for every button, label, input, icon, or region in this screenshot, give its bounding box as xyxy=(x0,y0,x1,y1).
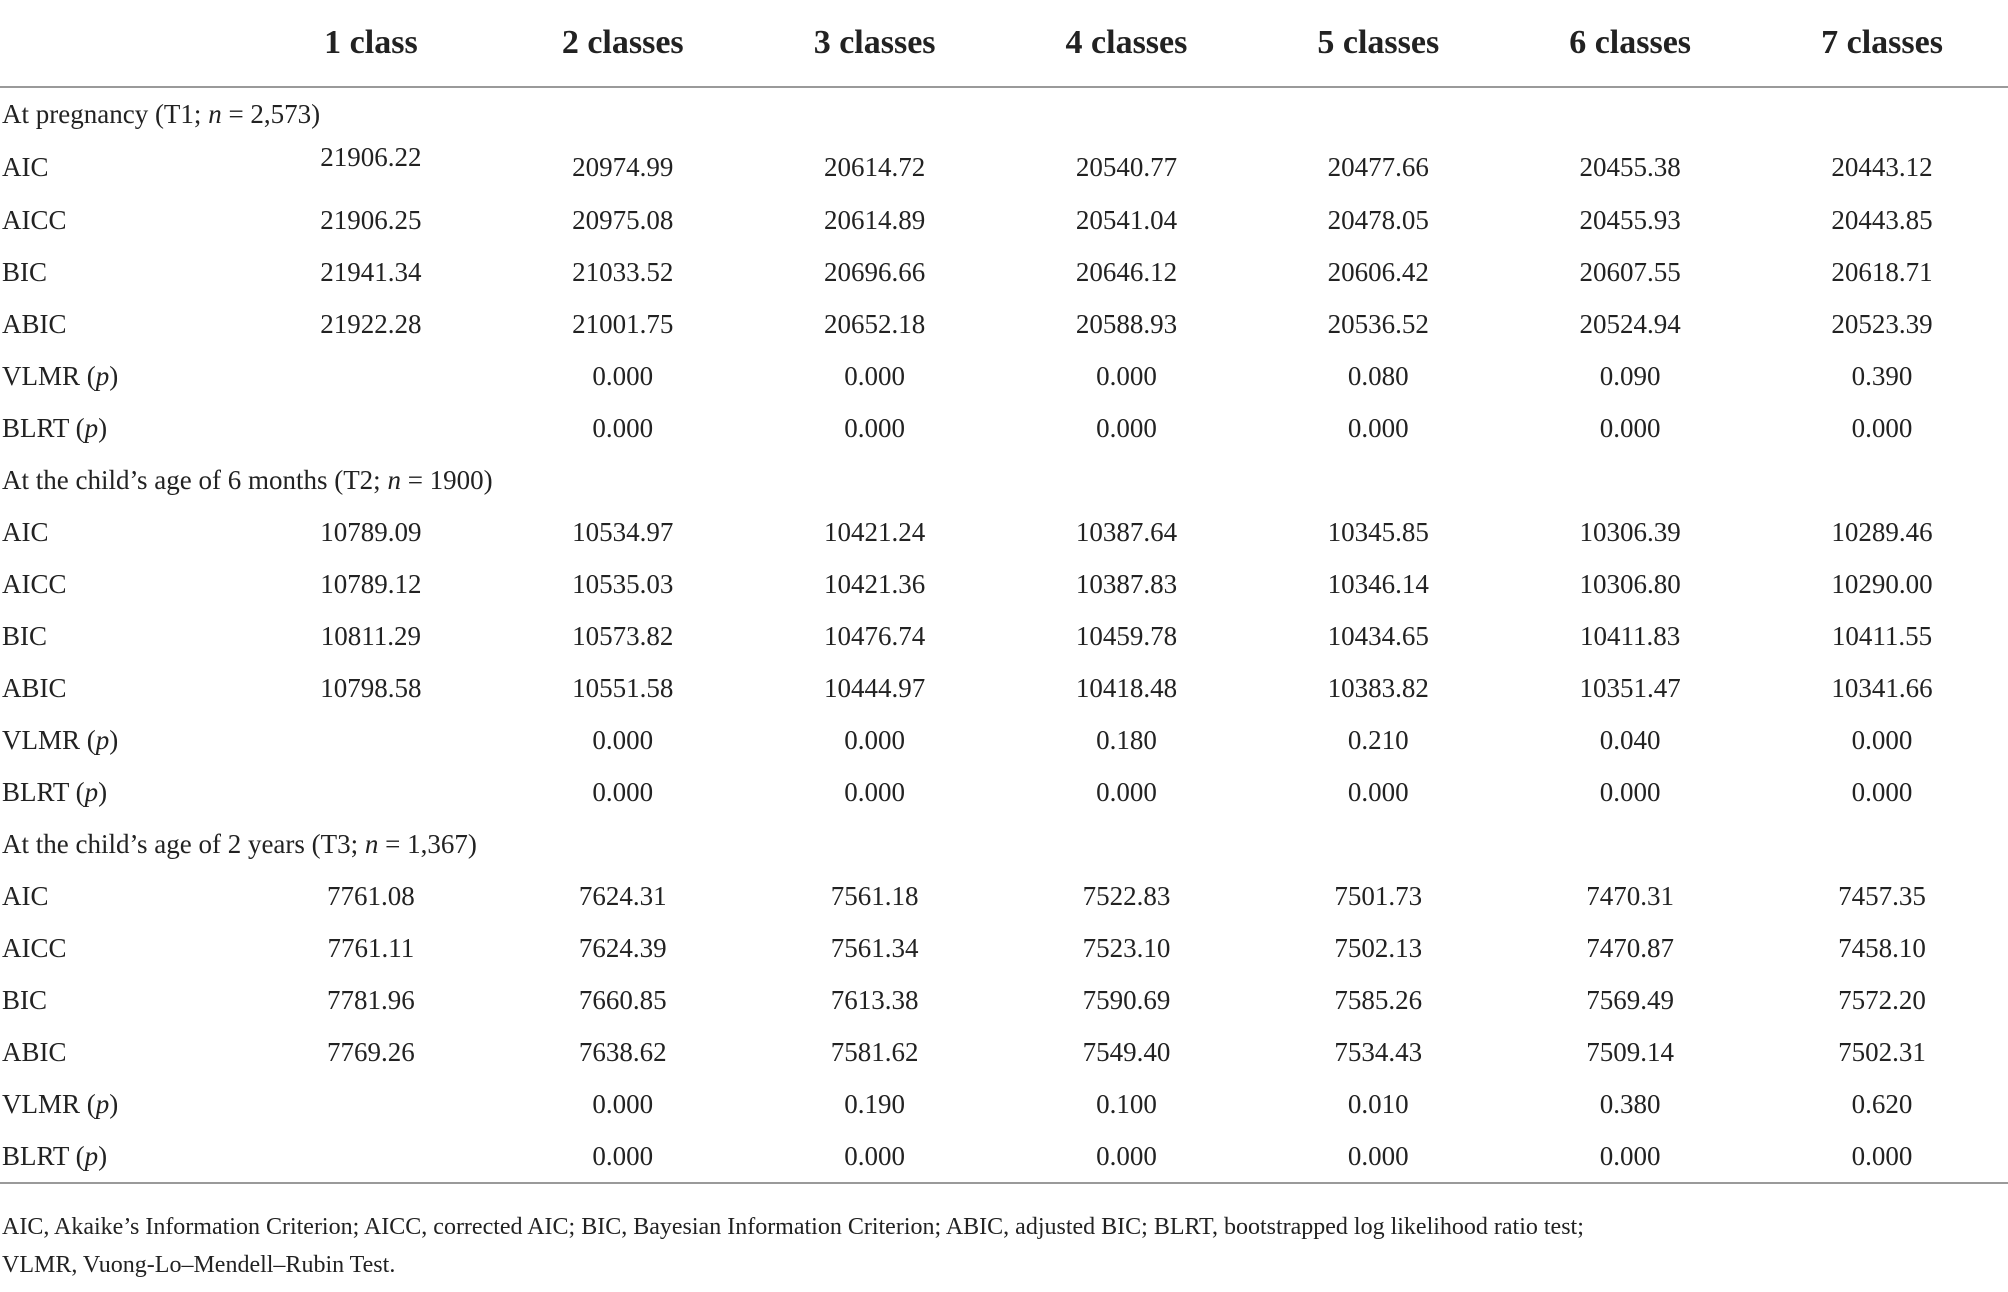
section-title-n: n xyxy=(208,98,222,129)
table-cell: 0.180 xyxy=(1096,724,1157,755)
row-label-text: BLRT ( xyxy=(2,1140,85,1171)
table-cell: 7561.18 xyxy=(830,880,919,911)
table-cell: 7523.10 xyxy=(1082,932,1171,963)
row-label xyxy=(0,298,245,350)
table-cell: 20588.93 xyxy=(1075,308,1178,339)
row-label-close-paren: ) xyxy=(98,412,108,443)
table-cell: 20478.05 xyxy=(1327,204,1429,235)
table-row xyxy=(0,350,2008,402)
table-row xyxy=(0,610,2008,662)
table-cell: 20607.55 xyxy=(1579,256,1681,287)
header-2-classes: 2 classes xyxy=(497,0,749,87)
table-body xyxy=(0,87,2008,1182)
row-label-text: AICC xyxy=(2,204,67,235)
row-label xyxy=(0,1130,245,1182)
row-label-p: p xyxy=(95,360,110,391)
table-cell: 21941.34 xyxy=(320,256,422,287)
table-cell: 10411.83 xyxy=(1580,620,1681,651)
table-cell: 7470.87 xyxy=(1586,932,1675,963)
table-cell: 10341.66 xyxy=(1831,672,1933,703)
table-cell: 0.000 xyxy=(1599,1140,1661,1171)
row-label xyxy=(0,506,245,558)
section-heading-row xyxy=(0,87,2008,140)
row-label-text: ABIC xyxy=(2,1036,67,1067)
table-cell: 20646.12 xyxy=(1075,256,1178,287)
table-cell: 10421.36 xyxy=(823,568,926,599)
table-row xyxy=(0,402,2008,454)
table-cell: 0.080 xyxy=(1347,360,1409,391)
table-cell: 0.000 xyxy=(844,412,905,443)
section-title-prefix: At the child’s age of 2 years (T3; xyxy=(2,828,365,859)
table-cell: 7457.35 xyxy=(1838,880,1926,911)
table-cell: 20975.08 xyxy=(572,204,674,235)
table-cell: 10798.58 xyxy=(320,672,422,703)
table-cell: 21001.75 xyxy=(572,308,674,339)
row-label-text: BIC xyxy=(2,256,48,287)
section-heading-row xyxy=(0,454,2008,506)
table-cell: 0.000 xyxy=(1851,412,1913,443)
table-cell: 20614.89 xyxy=(823,204,926,235)
row-label xyxy=(0,662,245,714)
table-cell: 7534.43 xyxy=(1334,1036,1423,1067)
table-cell: 0.000 xyxy=(844,776,905,807)
table-cell: 10289.46 xyxy=(1831,516,1933,547)
table-cell: 7572.20 xyxy=(1838,984,1926,1015)
row-label xyxy=(0,870,245,922)
table-cell: 0.190 xyxy=(844,1088,905,1119)
table-cell: 10346.14 xyxy=(1327,568,1429,599)
table-cell: 7458.10 xyxy=(1838,932,1926,963)
row-label-close-paren: ) xyxy=(98,1140,108,1171)
row-label-p: p xyxy=(84,412,99,443)
table-cell: 10345.85 xyxy=(1327,516,1429,547)
table-cell: 7613.38 xyxy=(830,984,919,1015)
row-label-close-paren: ) xyxy=(109,360,119,391)
footnote-line-2: VLMR, Vuong-Lo–Mendell–Rubin Test. xyxy=(2,1252,396,1278)
table-cell: 0.000 xyxy=(1599,776,1661,807)
table-cell: 10444.97 xyxy=(823,672,926,703)
section-title-suffix: = 1900) xyxy=(400,464,493,495)
table-cell: 21033.52 xyxy=(572,256,674,287)
table-cell: 0.210 xyxy=(1347,724,1409,755)
table-cell: 0.000 xyxy=(1096,1140,1157,1171)
table-cell: 7522.83 xyxy=(1082,880,1171,911)
table-cell: 21906.25 xyxy=(320,204,422,235)
table-cell: 0.000 xyxy=(1096,360,1157,391)
row-label-text: AIC xyxy=(2,151,49,182)
section-heading-row xyxy=(0,818,2008,870)
table-cell: 0.000 xyxy=(1347,776,1409,807)
section-title xyxy=(0,454,2008,506)
table-cell: 20606.42 xyxy=(1327,256,1429,287)
table-cell xyxy=(245,402,497,454)
row-label-text: VLMR ( xyxy=(2,360,96,391)
table-cell: 20443.12 xyxy=(1831,151,1933,182)
row-label-p: p xyxy=(84,1140,99,1171)
row-label xyxy=(0,558,245,610)
table-cell: 0.000 xyxy=(592,724,654,755)
table-row xyxy=(0,140,2008,194)
row-label-close-paren: ) xyxy=(109,724,119,755)
table-cell: 10306.39 xyxy=(1579,516,1681,547)
table-row xyxy=(0,974,2008,1026)
table-cell: 0.000 xyxy=(592,1088,654,1119)
table-row xyxy=(0,246,2008,298)
table-cell: 0.620 xyxy=(1851,1088,1913,1119)
table-cell: 20974.99 xyxy=(572,151,674,182)
table-cell: 0.000 xyxy=(1599,412,1661,443)
table-cell: 7769.26 xyxy=(327,1036,415,1067)
header-blank xyxy=(0,0,245,87)
row-label-text: BLRT ( xyxy=(2,412,85,443)
table-cell: 10573.82 xyxy=(572,620,674,651)
table-cell: 10387.83 xyxy=(1075,568,1178,599)
row-label-text: AICC xyxy=(2,932,67,963)
table-cell xyxy=(245,1078,497,1130)
table-cell: 20652.18 xyxy=(823,308,926,339)
row-label xyxy=(0,1026,245,1078)
table-cell: 7561.34 xyxy=(830,932,919,963)
section-title-suffix: = 1,367) xyxy=(378,828,477,859)
table-cell xyxy=(245,350,497,402)
table-cell: 10534.97 xyxy=(572,516,674,547)
table-cell: 7502.13 xyxy=(1334,932,1423,963)
table-cell: 10811.29 xyxy=(320,620,422,651)
table-cell: 10551.58 xyxy=(572,672,674,703)
table-cell: 20540.77 xyxy=(1075,151,1178,182)
table-cell xyxy=(245,714,497,766)
table-cell xyxy=(245,766,497,818)
table-cell: 20523.39 xyxy=(1831,308,1933,339)
header-4-classes: 4 classes xyxy=(1001,0,1253,87)
table-row xyxy=(0,1026,2008,1078)
table-cell: 7761.08 xyxy=(327,880,415,911)
table-cell: 20696.66 xyxy=(823,256,926,287)
table-cell: 0.000 xyxy=(592,1140,654,1171)
table-row xyxy=(0,922,2008,974)
table-cell: 0.000 xyxy=(1851,724,1913,755)
table-cell: 10411.55 xyxy=(1831,620,1933,651)
table-cell: 20455.38 xyxy=(1579,151,1681,182)
row-label xyxy=(0,610,245,662)
table-cell: 0.000 xyxy=(844,1140,905,1171)
table-cell: 10476.74 xyxy=(823,620,926,651)
table-row xyxy=(0,298,2008,350)
row-label-text: ABIC xyxy=(2,308,67,339)
section-title xyxy=(0,87,2008,140)
table-row xyxy=(0,1130,2008,1182)
table-row xyxy=(0,1078,2008,1130)
row-label xyxy=(0,350,245,402)
table-cell: 7585.26 xyxy=(1334,984,1423,1015)
table-cell: 20541.04 xyxy=(1075,204,1178,235)
table-cell: 7509.14 xyxy=(1586,1036,1675,1067)
table-cell: 0.000 xyxy=(1096,412,1157,443)
table-cell: 0.390 xyxy=(1851,360,1913,391)
table-row xyxy=(0,766,2008,818)
table-cell: 0.380 xyxy=(1599,1088,1661,1119)
row-label-text: VLMR ( xyxy=(2,724,96,755)
row-label xyxy=(0,922,245,974)
header-7-classes: 7 classes xyxy=(1756,0,2008,87)
header-6-classes: 6 classes xyxy=(1504,0,1756,87)
table-cell: 10387.64 xyxy=(1075,516,1178,547)
table-cell: 10434.65 xyxy=(1327,620,1429,651)
row-label-text: VLMR ( xyxy=(2,1088,96,1119)
table-cell: 7501.73 xyxy=(1334,880,1423,911)
section-title-prefix: At pregnancy (T1; xyxy=(2,98,209,129)
row-label-text: BIC xyxy=(2,620,48,651)
table-cell: 7590.69 xyxy=(1082,984,1171,1015)
section-title-prefix: At the child’s age of 6 months (T2; xyxy=(2,464,388,495)
table-cell: 7638.62 xyxy=(578,1036,667,1067)
table-cell: 20614.72 xyxy=(823,151,926,182)
table-cell: 7624.39 xyxy=(578,932,667,963)
table-cell: 0.100 xyxy=(1096,1088,1157,1119)
table-cell: 0.000 xyxy=(592,360,654,391)
header-5-classes: 5 classes xyxy=(1252,0,1504,87)
table-cell: 0.090 xyxy=(1599,360,1661,391)
row-label-p: p xyxy=(95,724,110,755)
row-label xyxy=(0,974,245,1026)
section-title-suffix: = 2,573) xyxy=(221,98,321,129)
row-label xyxy=(0,194,245,246)
row-label-text: BLRT ( xyxy=(2,776,85,807)
table-cell: 21922.28 xyxy=(320,308,422,339)
row-label-text: AICC xyxy=(2,568,67,599)
table-cell: 20618.71 xyxy=(1831,256,1933,287)
table-cell: 7581.62 xyxy=(830,1036,919,1067)
table-cell: 0.000 xyxy=(592,412,654,443)
table-cell: 7624.31 xyxy=(578,880,667,911)
row-label-text: AIC xyxy=(2,880,49,911)
table-row xyxy=(0,662,2008,714)
table-row xyxy=(0,194,2008,246)
table-row xyxy=(0,506,2008,558)
row-label-text: BIC xyxy=(2,984,48,1015)
table-cell: 10290.00 xyxy=(1831,568,1933,599)
table-cell: 20524.94 xyxy=(1579,308,1681,339)
table-cell: 10459.78 xyxy=(1075,620,1178,651)
row-label-text: AIC xyxy=(2,516,49,547)
footnote-line-1: AIC, Akaike’s Information Criterion; AICC, corrected AIC; BIC, Bayesian Information Criterion; ABIC, adjusted BIC; BLRT, bootstrapped log likelihood ratio test; xyxy=(2,1214,1584,1240)
row-label-text: ABIC xyxy=(2,672,67,703)
row-label-close-paren: ) xyxy=(98,776,108,807)
table-cell: 10418.48 xyxy=(1075,672,1178,703)
table-cell: 7781.96 xyxy=(327,984,415,1015)
row-label-p: p xyxy=(95,1088,110,1119)
table-row xyxy=(0,714,2008,766)
table-cell: 20477.66 xyxy=(1327,151,1429,182)
table-cell: 0.010 xyxy=(1347,1088,1409,1119)
table-cell: 7569.49 xyxy=(1586,984,1675,1015)
table-cell xyxy=(245,1130,497,1182)
table-cell: 0.000 xyxy=(844,724,905,755)
table-cell: 7502.31 xyxy=(1838,1036,1926,1067)
table-cell: 0.000 xyxy=(1347,1140,1409,1171)
table-cell: 0.000 xyxy=(1096,776,1157,807)
header-1-class: 1 class xyxy=(245,0,497,87)
section-title-n: n xyxy=(364,828,379,859)
table-row xyxy=(0,870,2008,922)
table-cell: 10421.24 xyxy=(823,516,926,547)
table-cell: 10351.47 xyxy=(1579,672,1681,703)
table-cell: 10789.12 xyxy=(320,568,422,599)
table-cell: 7470.31 xyxy=(1586,880,1675,911)
table-cell: 21906.22 xyxy=(320,142,422,172)
table-cell: 0.000 xyxy=(1851,1140,1913,1171)
row-label xyxy=(0,1078,245,1130)
row-label xyxy=(0,402,245,454)
table-bottom-rule xyxy=(0,1182,2008,1184)
row-label xyxy=(0,246,245,298)
header-row xyxy=(0,0,2008,87)
row-label xyxy=(0,714,245,766)
table-cell: 0.000 xyxy=(1347,412,1409,443)
table-cell: 10789.09 xyxy=(320,516,422,547)
table-cell: 20536.52 xyxy=(1327,308,1429,339)
table-cell: 20443.85 xyxy=(1831,204,1933,235)
table-cell: 10383.82 xyxy=(1327,672,1429,703)
table-footnote xyxy=(2,1208,1992,1284)
row-label-close-paren: ) xyxy=(109,1088,119,1119)
table-cell: 7761.11 xyxy=(327,932,415,963)
table-cell: 7549.40 xyxy=(1082,1036,1171,1067)
table-cell: 0.000 xyxy=(1851,776,1913,807)
table-cell: 0.000 xyxy=(592,776,654,807)
table-cell: 20455.93 xyxy=(1579,204,1681,235)
row-label xyxy=(0,766,245,818)
section-title-n: n xyxy=(387,464,401,495)
table-cell: 0.040 xyxy=(1599,724,1661,755)
table-cell: 7660.85 xyxy=(578,984,667,1015)
header-3-classes: 3 classes xyxy=(749,0,1001,87)
row-label xyxy=(0,140,245,194)
row-label-p: p xyxy=(84,776,99,807)
table-cell: 10535.03 xyxy=(572,568,674,599)
table-cell: 0.000 xyxy=(844,360,905,391)
table-row xyxy=(0,558,2008,610)
table-cell: 10306.80 xyxy=(1579,568,1681,599)
section-title xyxy=(0,818,2008,870)
